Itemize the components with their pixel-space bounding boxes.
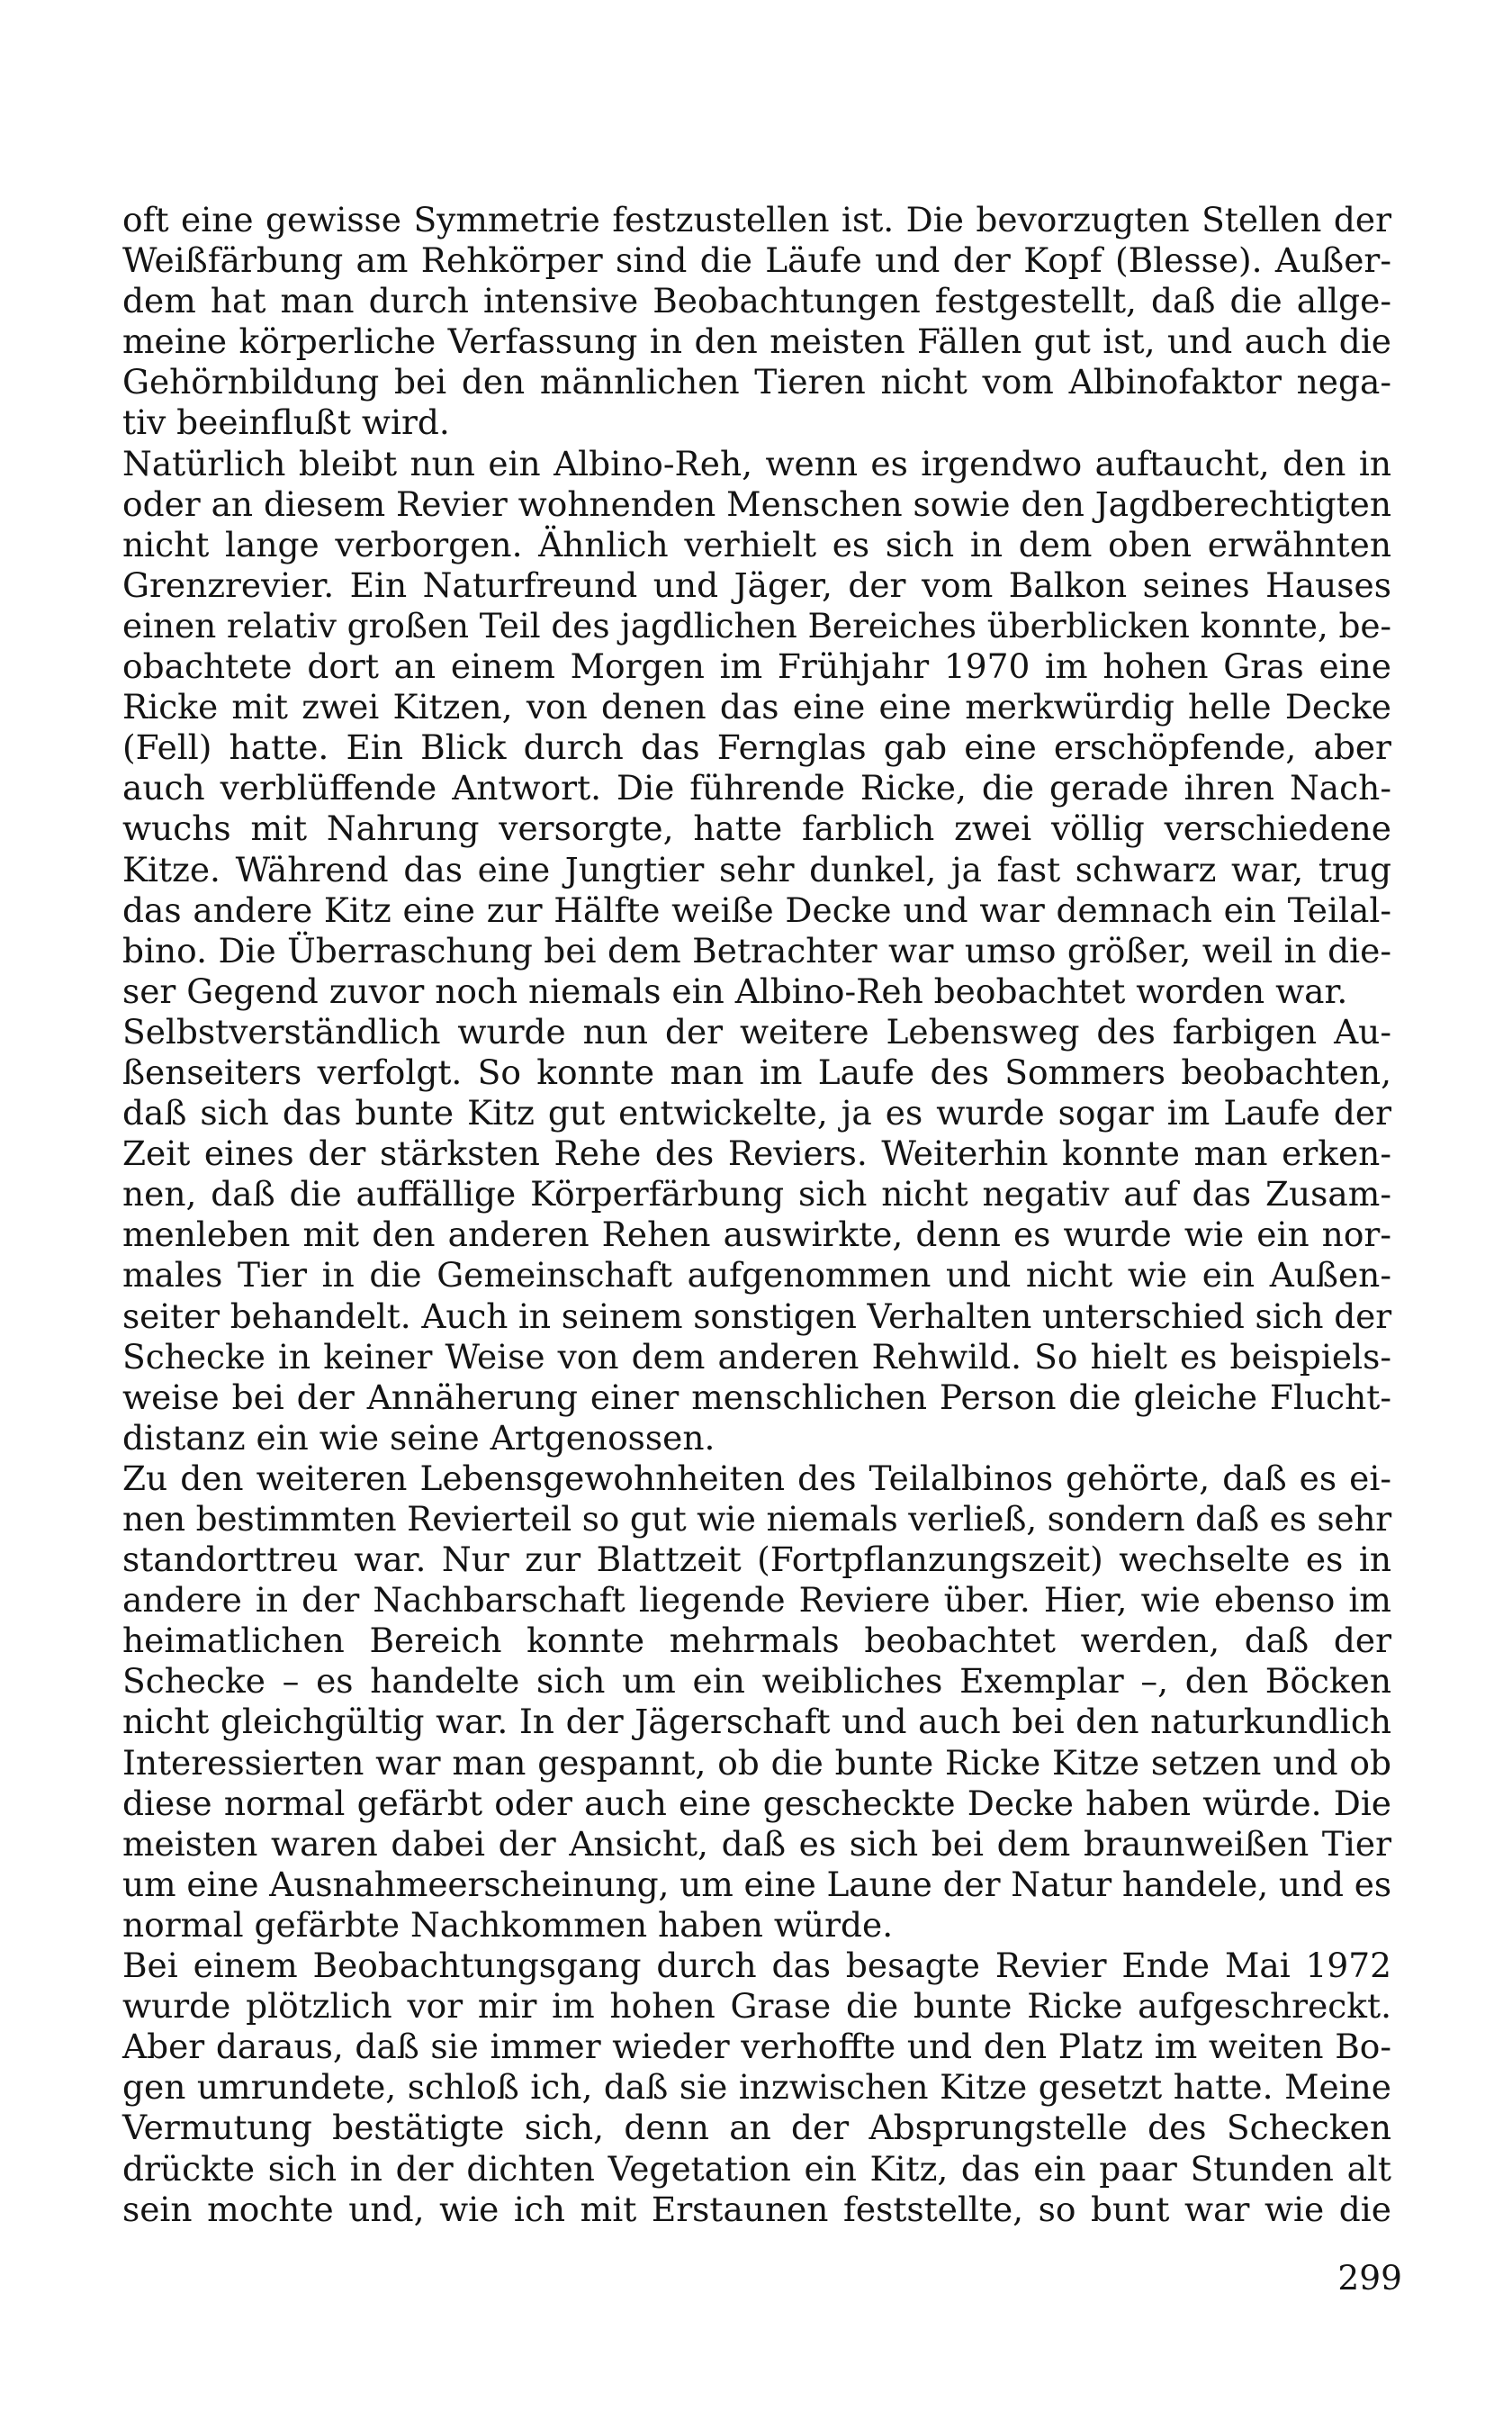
text-line: nicht gleichgültig war. In der Jägerschaft und auch bei den naturkundlich [122,1702,1391,1742]
text-line: daß sich das bunte Kitz gut entwickelte, ja es wurde sogar im Laufe der [122,1093,1391,1133]
text-line: meisten waren dabei der Ansicht, daß es sich bei dem braunweißen Tier [122,1823,1391,1864]
text-line: ßenseiters verfolgt. So konnte man im Laufe des Sommers beobachten, [122,1052,1391,1092]
text-line: Zu den weiteren Lebensgewohnheiten des Teilalbinos gehörte, daß es ei- [122,1458,1391,1498]
page-number: 299 [1337,2258,1402,2298]
text-line: auch verblüffende Antwort. Die führende Ricke, die gerade ihren Nach- [122,768,1391,808]
text-line: Kitze. Während das eine Jungtier sehr dunkel, ja fast schwarz war, trug [122,849,1391,889]
text-line: sein mochte und, wie ich mit Erstaunen feststellte, so bunt war wie die [122,2189,1391,2229]
text-line: bino. Die Überraschung bei dem Betrachter war umso größer, weil in die- [122,930,1391,971]
text-line: ser Gegend zuvor noch niemals ein Albino-Reh beobachtet worden war. [122,971,1348,1011]
text-line: Natürlich bleibt nun ein Albino-Reh, wenn es irgendwo auftaucht, den in [122,443,1391,483]
paragraph-5 [122,1946,1391,2230]
text-line: Grenzrevier. Ein Naturfreund und Jäger, der vom Balkon seines Hauses [122,564,1391,605]
text-line: Selbstverständlich wurde nun der weitere Lebensweg des farbigen Au- [122,1011,1391,1052]
text-line: wurde plötzlich vor mir im hohen Grase die bunte Ricke aufgeschreckt. [122,1986,1391,2027]
text-line: nicht lange verborgen. Ähnlich verhielt es sich in dem oben erwähnten [122,524,1391,564]
text-line: normal gefärbte Nachkommen haben würde. [122,1904,894,1945]
text-line: heimatlichen Bereich konnte mehrmals beobachtet werden, daß der [122,1621,1391,1661]
text-line: Schecke – es handelte sich um ein weibliches Exemplar –, den Böcken [122,1661,1391,1702]
text-line: um eine Ausnahmeerscheinung, um eine Laune der Natur handele, und es [122,1864,1391,1904]
text-line: standorttreu war. Nur zur Blattzeit (Fortpflanzungszeit) wechselte es in [122,1540,1391,1580]
text-line: oder an diesem Revier wohnenden Menschen sowie den Jagdberechtigten [122,483,1391,524]
text-line: wuchs mit Nahrung versorgte, hatte farblich zwei völlig verschiedene [122,808,1391,849]
text-line: Weißfärbung am Rehkörper sind die Läufe und der Kopf (Blesse). Außer- [122,240,1391,281]
text-line: diese normal gefärbt oder auch eine gescheckte Decke haben würde. Die [122,1783,1391,1823]
text-line: nen, daß die auffällige Körperfärbung sich nicht negativ auf das Zusam- [122,1174,1391,1215]
text-line: Vermutung bestätigte sich, denn an der Absprungstelle des Schecken [122,2108,1391,2148]
text-line: das andere Kitz eine zur Hälfte weiße Decke und war demnach ein Teilal- [122,889,1391,930]
text-line: distanz ein wie seine Artgenossen. [122,1417,716,1458]
text-line: weise bei der Annäherung einer menschlichen Person die gleiche Flucht- [122,1377,1391,1417]
text-line: einen relativ großen Teil des jagdlichen Bereiches überblicken konnte, be- [122,605,1391,646]
paragraph-1 [122,200,1391,444]
text-line: Schecke in keiner Weise von dem anderen Rehwild. So hielt es beispiels- [122,1336,1391,1377]
text-line: seiter behandelt. Auch in seinem sonstigen Verhalten unterschied sich der [122,1296,1391,1336]
body-text [122,200,1391,2230]
text-line: andere in der Nachbarschaft liegende Reviere über. Hier, wie ebenso im [122,1580,1391,1621]
text-line: Interessierten war man gespannt, ob die bunte Ricke Kitze setzen und ob [122,1742,1391,1783]
text-line: Ricke mit zwei Kitzen, von denen das eine eine merkwürdig helle Decke [122,687,1391,727]
text-line: males Tier in die Gemeinschaft aufgenommen und nicht wie ein Außen- [122,1255,1391,1296]
text-line: dem hat man durch intensive Beobachtungen festgestellt, daß die allge- [122,281,1391,321]
text-line: obachtete dort an einem Morgen im Frühjahr 1970 im hohen Gras eine [122,646,1391,687]
paragraph-4 [122,1458,1391,1946]
text-line: (Fell) hatte. Ein Blick durch das Fernglas gab eine erschöpfende, aber [122,727,1391,768]
text-line: menleben mit den anderen Rehen auswirkte, denn es wurde wie ein nor- [122,1215,1391,1255]
text-line: Bei einem Beobachtungsgang durch das besagte Revier Ende Mai 1972 [122,1946,1391,1986]
paragraph-3 [122,1012,1391,1458]
paragraph-2 [122,444,1391,1012]
text-line: gen umrundete, schloß ich, daß sie inzwischen Kitze gesetzt hatte. Meine [122,2067,1391,2108]
text-line: nen bestimmten Revierteil so gut wie niemals verließ, sondern daß es sehr [122,1499,1391,1539]
text-line: Zeit eines der stärksten Rehe des Reviers. Weiterhin konnte man erken- [122,1133,1391,1174]
text-line: oft eine gewisse Symmetrie festzustellen ist. Die bevorzugten Stellen der [122,200,1391,239]
text-line: tiv beeinflußt wird. [122,402,450,443]
text-line: meine körperliche Verfassung in den meisten Fällen gut ist, und auch die [122,321,1391,362]
text-line: Gehörnbildung bei den männlichen Tieren nicht vom Albinofaktor nega- [122,362,1391,402]
text-line: drückte sich in der dichten Vegetation ein Kitz, das ein paar Stunden alt [122,2148,1391,2189]
text-line: Aber daraus, daß sie immer wieder verhoffte und den Platz im weiten Bo- [122,2027,1391,2067]
